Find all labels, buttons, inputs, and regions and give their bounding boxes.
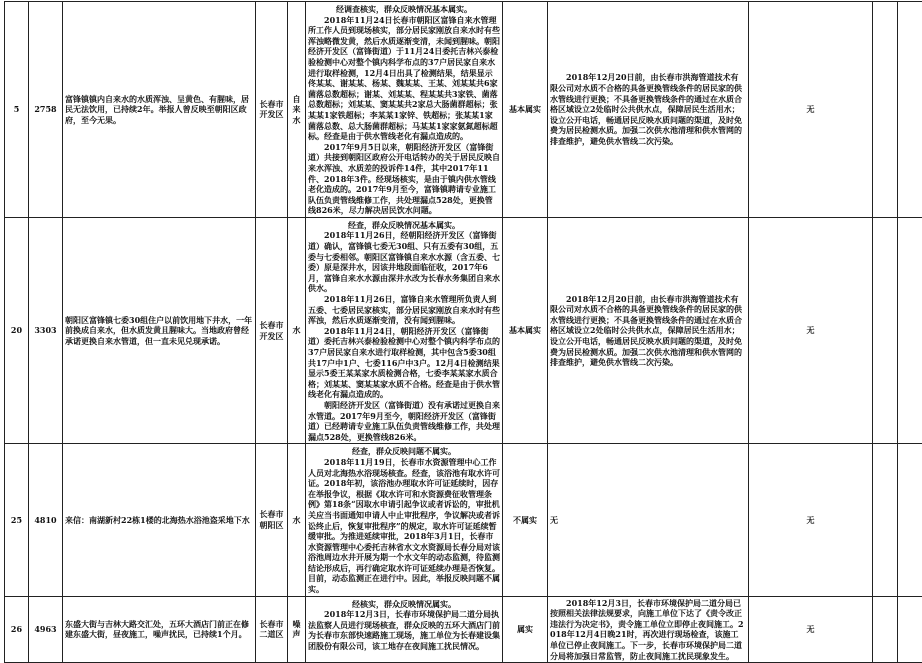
investigation-paragraph: 经查，群众反映问题不属实。	[308, 446, 500, 457]
investigation-paragraph: 经查，群众反映情况基本属实。	[308, 220, 500, 231]
investigation-paragraph: 2018年11月26日，经朝阳经济开发区（富锋街道）确认，富锋镇七委无30组、只有五委有30组，五委与七委相邻。朝阳区富锋镇自来水水源（含五委、七委）原是深井水，因该井地段面临征收，2017年6月，富锋自来水水源由深井水改为长春水务集团自来水供水。	[308, 230, 500, 294]
investigation-result	[306, 2, 503, 218]
complaint-table	[4, 1, 922, 663]
district: 长春市朝阳区	[256, 444, 288, 596]
row-number: 25	[5, 444, 29, 596]
empty-cell	[873, 444, 898, 596]
verdict: 基本属实	[503, 2, 548, 218]
empty-cell	[873, 217, 898, 443]
investigation-paragraph: 2018年12月3日，长春市环境保护局二道分局执法监察人员进行现场核查，群众反映的五环大酒店门前为长春市东部快速路施工现场，施工单位为长春建设集团股份有限公司，该工地存在夜间施工扰民情况。	[308, 609, 500, 651]
verdict: 属实	[503, 596, 548, 663]
empty-cell	[873, 2, 898, 218]
verdict: 不属实	[503, 444, 548, 596]
pollution-type: 自来水	[288, 2, 306, 218]
complaint-id: 4810	[29, 444, 63, 596]
accountability: 无	[749, 217, 873, 443]
table-row	[5, 444, 922, 596]
district: 长春市二道区	[256, 596, 288, 663]
investigation-paragraph: 朝阳经济开发区（富锋街道）没有承诺过更换自来水管道。2017年9月至今，朝阳经济开发区（富锋街道）已经聘请专业施工队伍负责管线维修工作，共处理漏点528处，更换管线826米。	[308, 400, 500, 442]
investigation-paragraph: 2018年11月24日长春市朝阳区富锋自来水管理所工作人员到现场核实，部分居民家刚放自来水时有些浑浊略微发黄，然后水质逐渐变清，未闻到腥味。朝阳经济开发区（富锋街道）于11月24日委托吉林兴泰检验检测中心对整个镇内科学布点的37户居民家自来水进行取样检测，12月4日出具了检测结果，结果显示佟某某、谢某某、杨某、魏某某、王某、刘某某共6家菌落总数超标；谢某、刘某某、程某某共3家铁、菌落总数超标；刘某某、窦某某共2家总大肠菌群超标；张某某1家铁超标；李某某1家锌、铁超标；张某某1家菌落总数、总大肠菌群超标；马某某1家家氨氮超标超标。经查是由于供水管线老化有漏点造成的。	[308, 15, 500, 142]
complaint-content: 朝阳区富锋镇七委30组住户以前饮用地下井水，一年前换成自来水，但水质发黄且腥味大。当地政府曾经承诺更换自来水管道，但一直未见兑现承诺。	[63, 217, 256, 443]
investigation-paragraph: 2018年11月24日，朝阳经济开发区（富锋街道）委托吉林兴泰检验检测中心对整个镇内科学布点的37户居民家自来水进行取样检测，其中包含5委30组共17户中1户、七委116户中3户。12月4日检测结果显示5委王某某家水质检测合格，七委李某某家水质合格；刘某某、窦某某家水质不合格。经查是由于供水管线老化有漏点造成的。	[308, 326, 500, 400]
investigation-result	[306, 217, 503, 443]
row-number: 5	[5, 2, 29, 218]
handling-measures: 2018年12月20日前，由长春市洪海管道技术有限公司对水质不合格的具备更换管线条件的居民家的供水管线进行更换；不具备更换管线条件的通过在水质合格区域设立2处临时公共供水点，保障居民生活用水；设立公开电话，畅通居民反映水质问题的渠道，及时免费为居民检测水质。加强二次供水池清理和供水管网的排查维护，避免供水管线二次污染。	[548, 2, 749, 218]
complaint-id: 4963	[29, 596, 63, 663]
complaint-content: 东盛大街与吉林大路交汇处，五环大酒店门前正在修建东盛大街，昼夜施工，噪声扰民，已持续1个月。	[63, 596, 256, 663]
handling-measures: 无	[548, 444, 749, 596]
complaint-id: 3303	[29, 217, 63, 443]
pollution-type: 水	[288, 444, 306, 596]
row-number: 26	[5, 596, 29, 663]
pollution-type: 水	[288, 217, 306, 443]
table-row	[5, 2, 922, 218]
complaint-content: 来信：南湖新村22栋1楼的北海热水浴池盗采地下水	[63, 444, 256, 596]
pollution-type: 噪声	[288, 596, 306, 663]
investigation-result	[306, 444, 503, 596]
investigation-paragraph: 经调查核实，群众反映情况基本属实。	[308, 4, 500, 15]
empty-cell	[898, 217, 922, 443]
row-number: 20	[5, 217, 29, 443]
handling-measures: 2018年12月3日，长春市环境保护局二道分局已按照相关法律法规要求，向施工单位下达了《责令改正违法行为决定书》，责令施工单位立即停止夜间施工。2018年12月4日晚21时，再次进行现场检查，该施工单位已停止夜间施工。下一步，长春市环境保护局二道分局将加强日常监管，防止夜间施工扰民现象发生。	[548, 596, 749, 663]
investigation-paragraph: 2018年11月19日，长春市水资源管理中心工作人员对北海热水浴现场核查。经查，该浴池有取水许可证。2018年初，该浴池办理取水许可证延续时，因存在举报争议，根据《取水许可和水资源费征收管理条例》第18条“因取水申请引起争议或者诉讼的，审批机关应当书面通知申请人中止审批程序，争议解决或者诉讼终止后，恢复审批程序”的规定，取水许可证延续暂缓审批。为推进延续审批，2018年3月1日，长春市水资源管理中心委托吉林省水文水资源局长春分局对该浴池周边水井开展为期一个水文年的动态监测，待监测结论形成后，再行确定取水许可证延续办理是否恢复。目前，动态监测正在进行中。因此，举报反映问题不属实。	[308, 457, 500, 595]
accountability: 无	[749, 444, 873, 596]
investigation-paragraph: 2017年9月5日以来，朝阳经济开发区（富锋街道）共接到朝阳区政府公开电话转办的关于居民反映自来水浑浊、水质差的投诉件14件，其中2017年11件、2018年3件。经现场核实，是由于镇内供水管线老化造成的。2017年9月至今，富锋镇聘请专业施工队伍负责管线维修工作，共处理漏点528处，更换管线826米，尽力解决居民饮水问题。	[308, 142, 500, 216]
empty-cell	[898, 596, 922, 663]
verdict: 基本属实	[503, 217, 548, 443]
complaint-id: 2758	[29, 2, 63, 218]
district: 长春市开发区	[256, 2, 288, 218]
district: 长春市开发区	[256, 217, 288, 443]
table-row	[5, 596, 922, 663]
empty-cell	[873, 596, 898, 663]
accountability: 无	[749, 596, 873, 663]
empty-cell	[898, 444, 922, 596]
investigation-result	[306, 596, 503, 663]
investigation-paragraph: 2018年11月26日，富锋自来水管理所负责人到五委、七委居民家核实，部分居民家刚放自来水时有些浑浊，然后水质逐渐变清，没有闻到腥味。	[308, 294, 500, 326]
empty-cell	[898, 2, 922, 218]
investigation-paragraph: 经核实，群众反映情况属实。	[308, 599, 500, 610]
table-row	[5, 217, 922, 443]
complaint-content: 富锋镇镇内自来水的水质浑浊、呈黄色、有腥味，居民无法饮用，已持续2年。举报人曾反映至朝阳区政府，至今无果。	[63, 2, 256, 218]
handling-measures: 2018年12月20日前，由长春市洪海管道技术有限公司对水质不合格的具备更换管线条件的居民家的供水管线进行更换；不具备更换管线条件的通过在水质合格区域设立2处临时公共供水点，保障居民生活用水；设立公开电话，畅通居民反映水质问题的渠道，及时免费为居民检测水质。加强二次供水池清理和供水管网的排查维护，避免供水管线二次污染。	[548, 217, 749, 443]
accountability: 无	[749, 2, 873, 218]
